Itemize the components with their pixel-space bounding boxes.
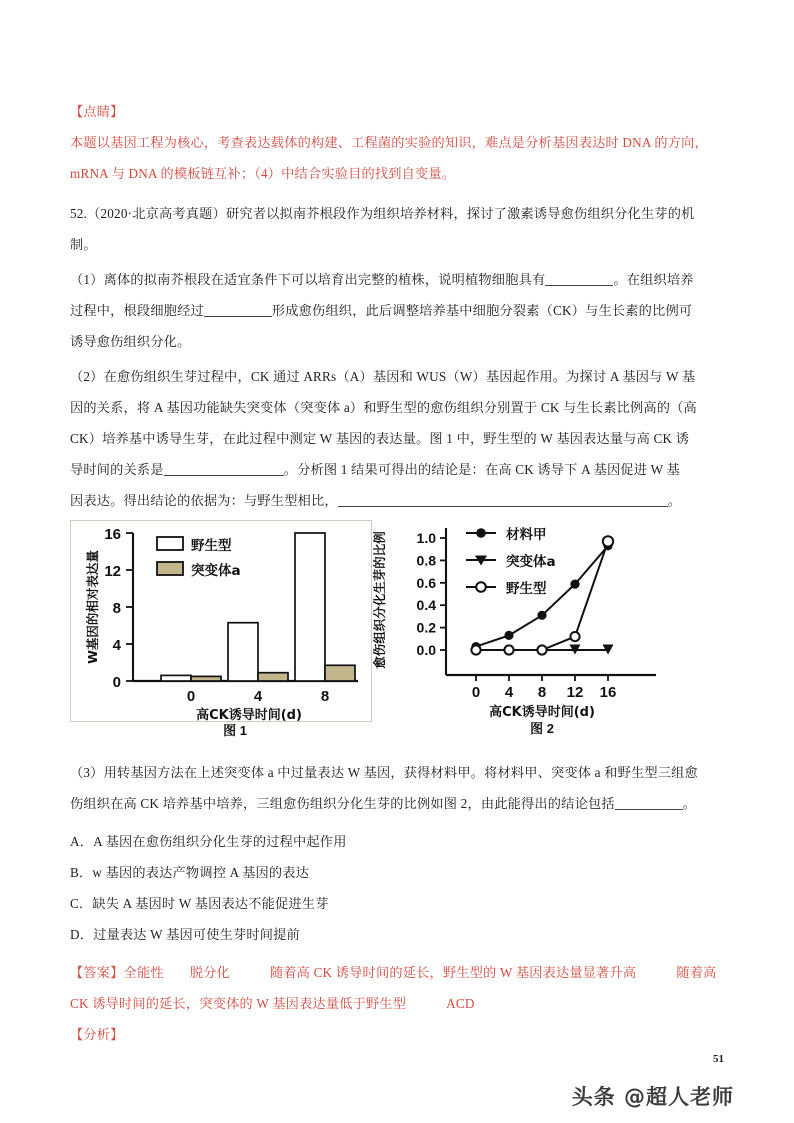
bar-chart-legend (157, 537, 241, 579)
option-a[interactable]: A．A 基因在愈伤组织分化生芽的过程中起作用 (70, 834, 347, 849)
line-chart-svg (366, 520, 666, 720)
bar-ytick-4: 4 (112, 637, 121, 654)
line-ytick-0.4: 0.4 (416, 597, 436, 614)
figure-1-plot-box (70, 520, 372, 722)
question-52-part-1 (70, 264, 724, 295)
figure-2-caption: 图 2 (530, 721, 554, 736)
line-xtick-0: 0 (471, 684, 481, 701)
q1-text-b: 。在组织培养 (613, 272, 694, 287)
q1-text-a: （1）离体的拟南芥根段在适宜条件下可以培育出完整的植株，说明植物细胞具有 (70, 272, 546, 287)
bar-xtick-8: 8 (320, 688, 330, 705)
bar-ytick-12: 12 (104, 563, 121, 580)
question-52-part-2-line-2: 因的关系，将 A 基因功能缺失突变体（突变体 a）和野生型的愈伤组织分别置于 CK 与生长素比例高的（高 (70, 400, 697, 415)
q2-text-b: 。分析图 1 结果可得出的结论是：在高 CK 诱导下 A 基因促进 W 基 (283, 462, 680, 477)
q1-answer-blank-1[interactable] (545, 285, 613, 286)
legend-swatch-wild-type (157, 537, 183, 550)
line-chart-legend (466, 526, 556, 597)
figure-1-caption: 图 1 (223, 723, 247, 738)
bar-mutant-a-day0 (191, 676, 221, 681)
bar-xtick-4: 4 (253, 688, 263, 705)
q1-answer-blank-2[interactable] (204, 316, 272, 317)
figure-2 (366, 520, 666, 737)
line-chart-x-axis-label: 高CK诱导时间(d) (489, 705, 595, 720)
question-52-part-2-line-5 (70, 485, 724, 516)
answer-label: 【答案】 (70, 965, 124, 980)
line-ytick-0.6: 0.6 (416, 574, 436, 591)
line-chart-y-tick-labels (417, 530, 437, 658)
question-52-line-1: 52.（2020·北京高考真题）研究者以拟南芥根段作为组织培养材料，探讨了激素诱导愈伤组织分化生芽的机 (70, 206, 695, 221)
q2-text-a: 导时间的关系是 (70, 462, 164, 477)
legend-marker-wild-type (476, 582, 486, 592)
line-xtick-8: 8 (537, 684, 547, 701)
bar-mutant-a-day4 (258, 673, 288, 681)
line-chart-y-axis-label: 愈伤组织分化生芽的比例 (372, 531, 387, 669)
bar-chart-y-ticks (126, 533, 133, 681)
question-52-part-2-line-4 (70, 454, 724, 485)
q2-answer-blank-1[interactable] (164, 475, 284, 476)
dianjing-line-1: 本题以基因工程为核心，考查表达载体的构建、工程菌的实验的知识，难点是分析基因表达时 DNA 的方向， (70, 135, 708, 150)
question-52-part-3-line-2 (70, 788, 724, 819)
bar-chart-x-tick-labels (187, 688, 329, 705)
answer-item-1: 全能性 (123, 965, 164, 980)
legend-label-material-jia: 材料甲 (506, 527, 547, 543)
question-52-part-1-end: 诱导愈伤组织分化。 (70, 334, 191, 349)
line-xtick-12: 12 (566, 684, 584, 701)
option-b[interactable]: B．w 基因的表达产物调控 A 基因的表达 (70, 865, 310, 880)
bar-chart-y-axis-label: W基因的相对表达量 (85, 550, 100, 664)
line-chart-x-tick-labels (472, 684, 617, 701)
answer-item-4a: 随着高 (676, 965, 717, 980)
bar-wild-type-day0 (161, 675, 191, 681)
figure-1 (70, 520, 370, 739)
bar-chart-svg (71, 521, 371, 721)
dianjing-line-2: mRNA 与 DNA 的模板链互补；（4）中结合实验目的找到自变量。 (70, 166, 456, 181)
line-ytick-1.0: 1.0 (416, 530, 436, 546)
answer-line-2 (70, 988, 724, 1019)
bar-ytick-8: 8 (112, 600, 121, 617)
figures-container (70, 520, 724, 755)
q2-text-c: 因表达。得出结论的依据为：与野生型相比， (70, 493, 338, 508)
bar-ytick-16: 16 (104, 526, 121, 543)
question-52-part-1-cont (70, 295, 724, 326)
q2-text-d: 。 (667, 493, 682, 508)
q2-answer-blank-2[interactable] (338, 506, 668, 507)
legend-marker-material-jia (476, 528, 486, 538)
question-52-part-2-line-3: CK）培养基中诱导生芽，在此过程中测定 W 基因的表达量。图 1 中，野生型的 W 基因表达量与高 CK 诱 (70, 431, 690, 446)
line-xtick-4: 4 (504, 684, 514, 701)
page-number: 51 (713, 1053, 724, 1065)
answer-item-4b: CK 诱导时间的延长，突变体的 W 基因表达量低于野生型 (70, 996, 407, 1011)
legend-label-wild-type: 野生型 (191, 538, 232, 554)
answer-item-3: 随着高 CK 诱导时间的延长，野生型的 W 基因表达量显著升高 (269, 965, 637, 980)
q3-answer-blank[interactable] (615, 809, 683, 810)
figure-2-plot-box (366, 520, 666, 720)
legend-swatch-mutant-a (157, 562, 183, 575)
dianjing-header: 【点睛】 (70, 104, 124, 119)
bar-chart-y-tick-labels (104, 526, 121, 691)
line-ytick-0.2: 0.2 (416, 619, 436, 636)
q3-text-a: 伤组织在高 CK 培养基中培养，三组愈伤组织分化生芽的比例如图 2，由此能得出的结论包括 (70, 796, 615, 811)
bar-mutant-a-day8 (325, 665, 355, 681)
line-ytick-0.0: 0.0 (416, 642, 436, 658)
answer-line-1 (70, 957, 724, 988)
option-c[interactable]: C．缺失 A 基因时 W 基因表达不能促进生芽 (70, 896, 329, 911)
q1-text-c: 过程中，根段细胞经过 (70, 303, 204, 318)
bar-ytick-0: 0 (112, 674, 121, 691)
bar-wild-type-day4 (228, 623, 258, 681)
question-52-part-2-line-1: （2）在愈伤组织生芽过程中，CK 通过 ARRs（A）基因和 WUS（W）基因起作用。为探讨 A 基因与 W 基 (70, 369, 696, 384)
q3-text-b: 。 (682, 796, 697, 811)
legend-label-mutant-a: 突变体a (506, 554, 556, 570)
analysis-header: 【分析】 (70, 1027, 124, 1042)
bar-wild-type-day8 (295, 533, 325, 681)
line-xtick-16: 16 (599, 684, 617, 701)
bar-xtick-0: 0 (186, 688, 196, 705)
q1-text-d: 形成愈伤组织，此后调整培养基中细胞分裂素（CK）与生长素的比例可 (271, 303, 693, 318)
line-ytick-0.8: 0.8 (416, 552, 436, 569)
bar-chart-x-axis-label: 高CK诱导时间(d) (196, 708, 302, 721)
answer-item-5: ACD (446, 996, 475, 1011)
legend-label-wild-type: 野生型 (506, 581, 547, 597)
legend-label-mutant-a: 突变体a (191, 563, 241, 579)
watermark: 头条 @超人老师 (571, 1085, 734, 1109)
answer-item-2: 脱分化 (189, 965, 230, 980)
question-52-part-3-line-1: （3）用转基因方法在上述突变体 a 中过量表达 W 基因，获得材料甲。将材料甲、突变体 a 和野生型三组愈 (70, 765, 698, 780)
question-52-line-2: 制。 (70, 237, 97, 252)
option-d[interactable]: D．过量表达 W 基因可使生芽时间提前 (70, 927, 300, 942)
